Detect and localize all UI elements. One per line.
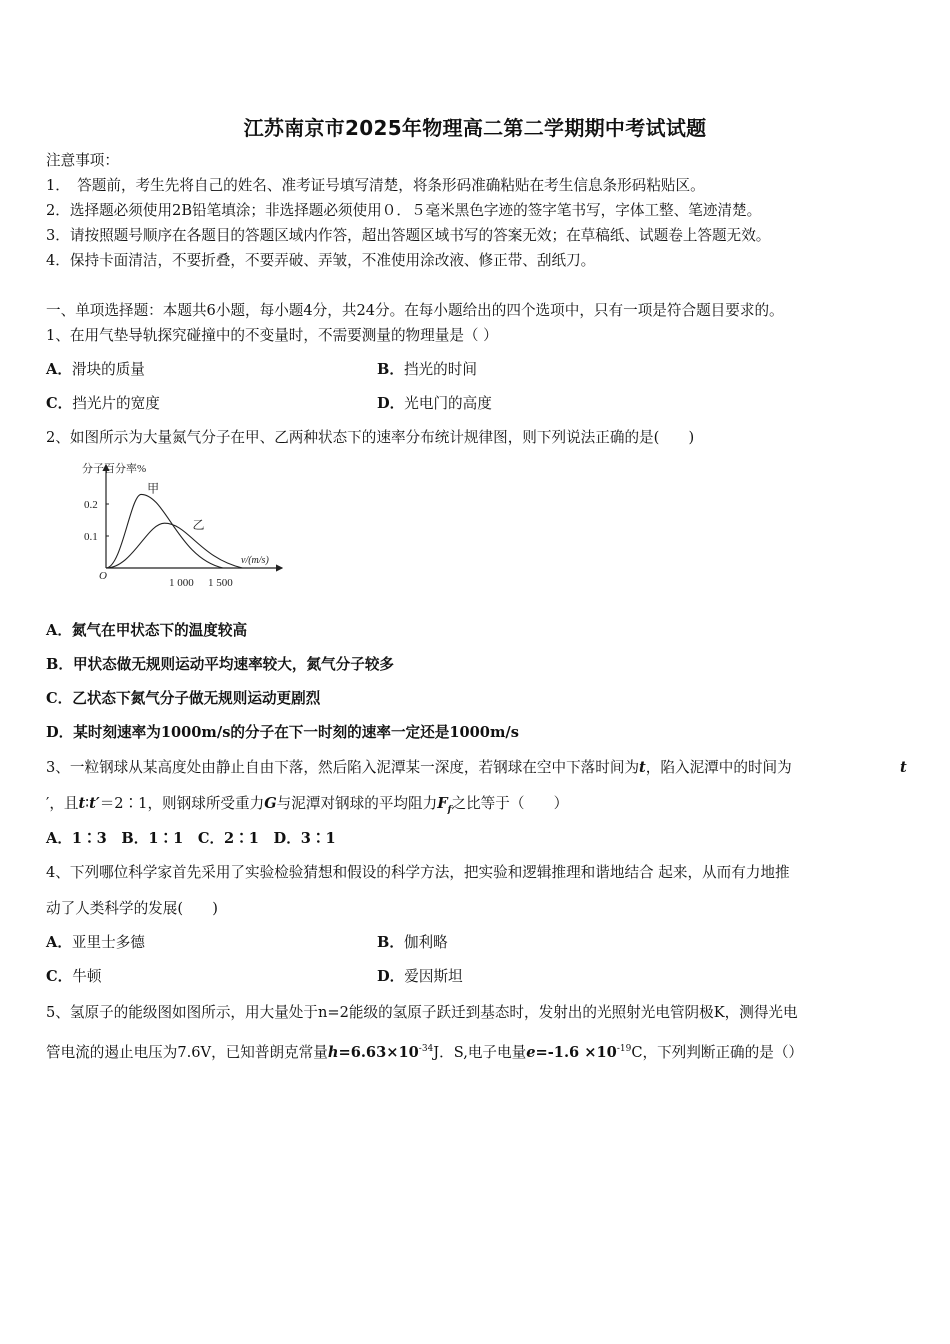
option-text: 某时刻速率为1000m/s的分子在下一时刻的速率一定还是1000m/s <box>73 724 519 741</box>
option-letter: C． <box>46 968 73 985</box>
q3-stem-line2 <box>46 794 568 820</box>
option-letter: B． <box>377 361 404 378</box>
y-tick-label-0: 0.1 <box>84 531 98 543</box>
series-label-1: 乙 <box>192 518 205 533</box>
option-letter: B． <box>377 934 404 951</box>
q5-text: =6.63×10 <box>338 1044 419 1061</box>
option-letter: A． <box>46 934 72 951</box>
x-tick-label-1: 1 500 <box>208 577 233 589</box>
variable-g: G <box>264 795 277 812</box>
variable-t-prime: t′ <box>89 795 100 812</box>
q3-options: A．1∶3 B．1∶1 C．2∶1 D．3∶1 <box>46 830 336 847</box>
page-title: 江苏南京市2025年物理高二第二学期期中考试试题 <box>243 116 707 140</box>
exponent: -34 <box>418 1044 434 1054</box>
option-text: 亚里士多德 <box>71 934 145 951</box>
option-text: 滑块的质量 <box>71 361 145 378</box>
variable-t: t <box>78 795 86 812</box>
q1-option-d <box>377 394 492 414</box>
series-label-0: 甲 <box>147 481 160 496</box>
x-tick-label-0: 1 000 <box>169 577 194 589</box>
option-text: 伽利略 <box>403 934 448 951</box>
option-letter: C． <box>46 690 73 707</box>
option-letter: A． <box>46 622 72 639</box>
option-text: 甲状态做无规则运动平均速率较大，氮气分子较多 <box>72 656 395 673</box>
option-letter: D． <box>377 968 405 985</box>
q5-text: =-1.6 ×10 <box>535 1044 617 1061</box>
option-text: 爱因斯坦 <box>404 968 463 985</box>
option-text: 挡光片的宽度 <box>72 395 160 412</box>
q1-option-b <box>377 360 477 380</box>
notice-item-3: 3．请按照题号顺序在各题目的答题区域内作答，超出答题区域书写的答案无效；在草稿纸、试题卷上答题无效。 <box>46 227 771 244</box>
section-heading: 一、单项选择题：本题共6小题，每小题4分，共24分。在每小题给出的四个选项中，只有一项是符合题目要求的。 <box>46 302 784 319</box>
y-tick-label-1: 0.2 <box>84 499 98 511</box>
option-text: 氮气在甲状态下的温度较高 <box>71 622 248 639</box>
notice-item-4: 4．保持卡面清洁，不要折叠，不要弄破、弄皱，不准使用涂改液、修正带、刮纸刀。 <box>46 252 596 269</box>
option-letter: B． <box>46 656 73 673</box>
variable-t: t <box>639 759 646 776</box>
q5-stem-line2 <box>46 1039 803 1063</box>
option-text: 牛顿 <box>72 968 102 985</box>
q4-stem-line2: 动了人类科学的发展( ) <box>46 900 218 917</box>
ratio-sign: ∶ <box>85 795 90 812</box>
q1-option-c <box>46 394 160 414</box>
q2-option-d <box>46 723 519 743</box>
series-curve-0 <box>106 494 223 568</box>
variable-t-prime: t <box>900 759 907 776</box>
option-text: 挡光的时间 <box>403 361 477 378</box>
y-axis-label: 分子百分率% <box>82 463 147 475</box>
option-letter: A． <box>46 361 72 378</box>
q2-option-b <box>46 655 394 675</box>
prime-mark: ′ <box>46 795 50 812</box>
q5-text: 管电流的遏止电压为7.6V，已知普朗克常量 <box>46 1044 328 1061</box>
variable-h: h <box>327 1044 339 1061</box>
q3-text: 与泥潭对钢球的平均阻力 <box>276 795 438 812</box>
notice-item-2: 2．选择题必须使用2B铅笔填涂；非选择题必须使用０．５毫米黑色字迹的签字笔书写，字体工整、笔迹清楚。 <box>46 202 762 219</box>
variable-e: e <box>526 1044 536 1061</box>
q3-text: ，陷入泥潭中的时间为 <box>645 759 792 776</box>
q3-stem-line1 <box>46 758 907 778</box>
option-letter: C． <box>46 395 73 412</box>
speed-distribution-chart <box>70 455 290 595</box>
notice-item-1: 1． 答题前，考生先将自己的姓名、准考证号填写清楚，将条形码准确粘贴在考生信息条形码粘贴区。 <box>46 177 705 194</box>
x-axis-label: v/(m/s) <box>241 555 269 566</box>
q4-option-b <box>377 933 448 953</box>
q3-text: 3、一粒钢球从某高度处由静止自由下落，然后陷入泥潭某一深度，若钢球在空中下落时间为 <box>46 759 640 776</box>
q1-option-a <box>46 360 145 380</box>
q4-stem-line1: 4、下列哪位科学家首先采用了实验检验猜想和假设的科学方法，把实验和逻辑推理和谐地结合 起来，从而有力地推 <box>46 864 790 881</box>
notice-heading: 注意事项： <box>46 152 119 169</box>
series-curve-1 <box>106 523 243 568</box>
q2-stem: 2、如图所示为大量氮气分子在甲、乙两种状态下的速率分布统计规律图，则下列说法正确的是( ) <box>46 429 695 446</box>
origin-label: O <box>99 570 107 582</box>
q2-option-c <box>46 689 320 709</box>
q2-option-a <box>46 621 247 641</box>
option-text: 乙状态下氮气分子做无规则运动更剧烈 <box>72 690 321 707</box>
q5-text: J．S,电子电量 <box>433 1044 527 1061</box>
q3-text: ＝2∶1，则钢球所受重力 <box>99 795 265 812</box>
q4-option-c <box>46 967 101 987</box>
option-letter: D． <box>377 395 405 412</box>
option-text: 光电门的高度 <box>404 395 492 412</box>
q5-stem-line1: 5、氢原子的能级图如图所示，用大量处于n=2能级的氢原子跃迁到基态时，发射出的光照射光电管阴极K，测得光电 <box>46 1004 798 1021</box>
q4-option-a <box>46 933 145 953</box>
q5-text: C，下列判断正确的是（） <box>631 1044 804 1061</box>
variable-f: F <box>437 795 448 812</box>
option-letter: D． <box>46 724 74 741</box>
subscript-f: f <box>447 804 452 815</box>
q1-stem: 1、在用气垫导轨探究碰撞中的不变量时，不需要测量的物理量是（ ） <box>46 327 498 344</box>
q3-text: 之比等于（ ） <box>451 795 569 812</box>
q4-option-d <box>377 967 463 987</box>
q3-text: ，且 <box>49 795 79 812</box>
exponent: -19 <box>616 1044 632 1054</box>
